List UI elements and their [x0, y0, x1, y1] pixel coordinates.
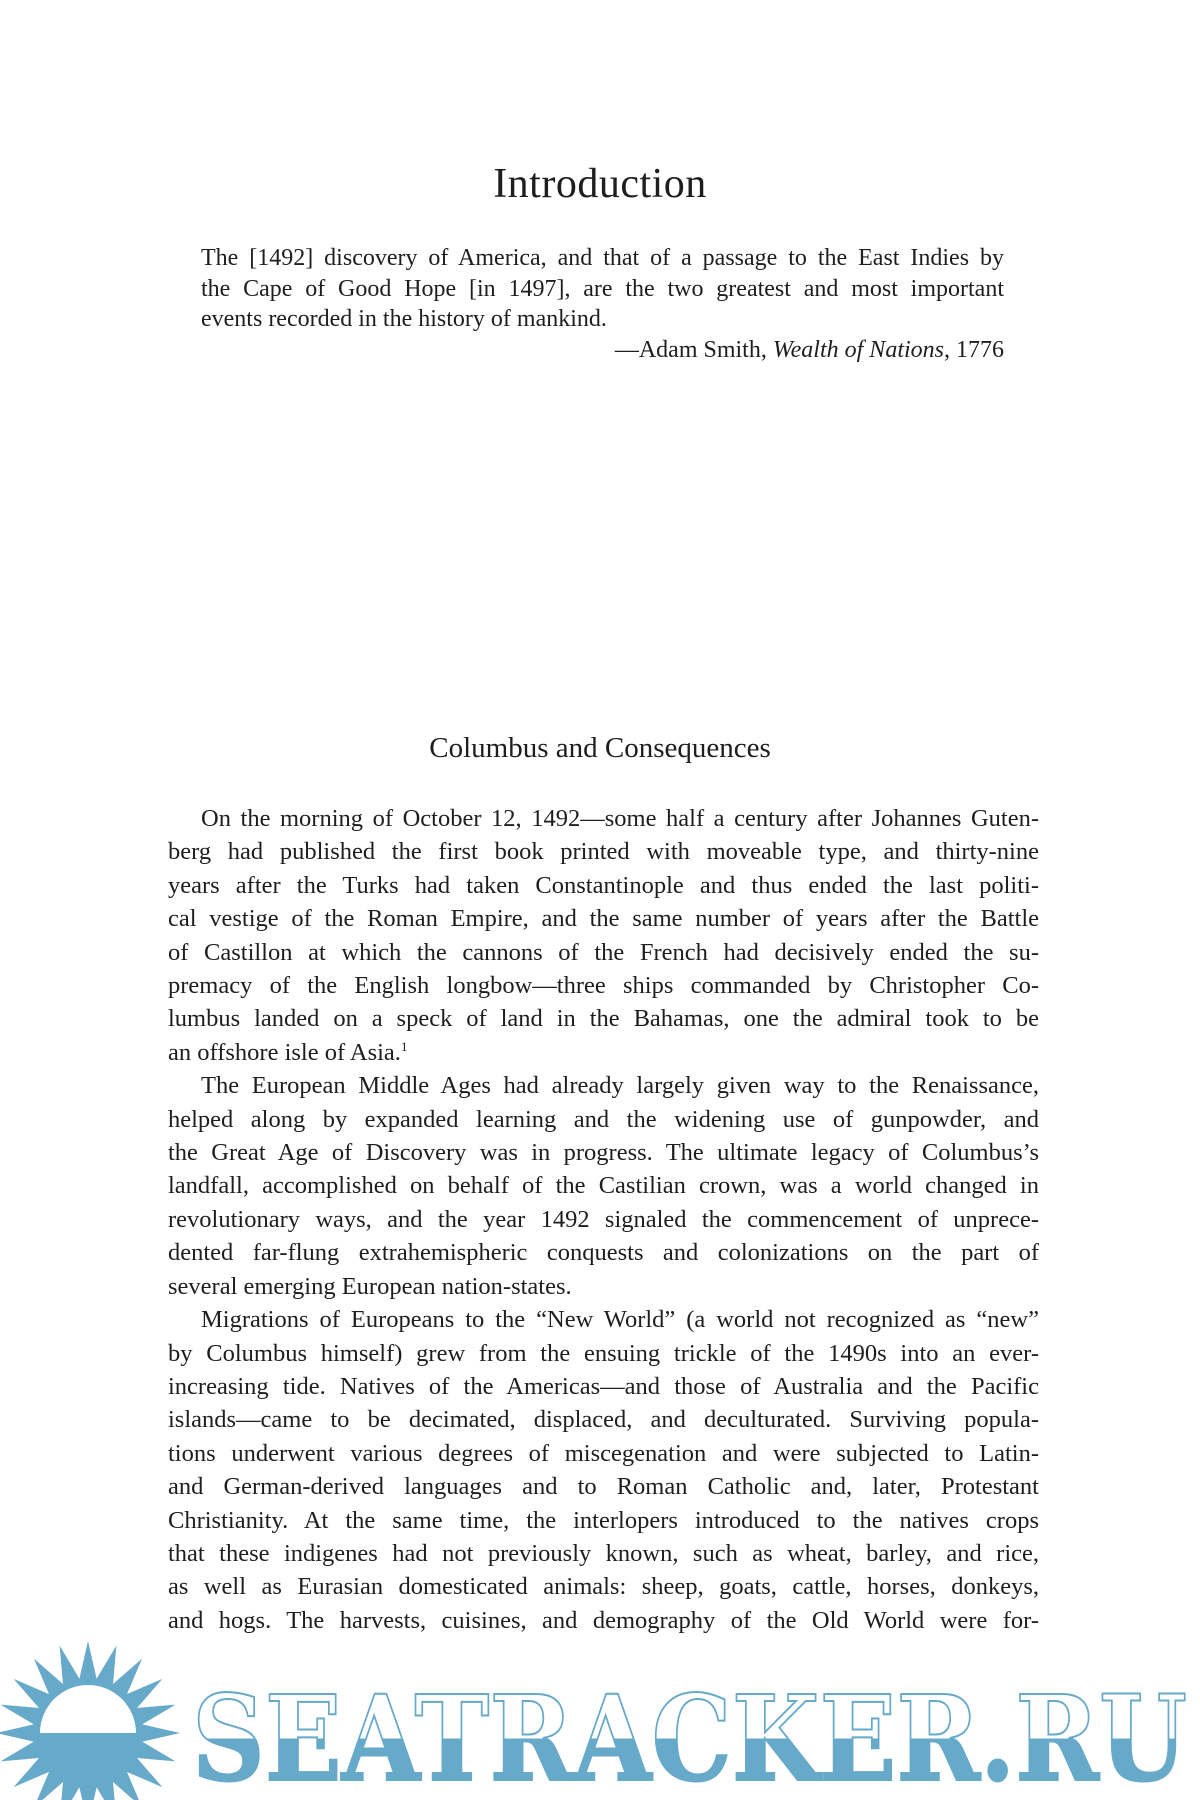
body-text	[168, 802, 1039, 1637]
watermark-text: SEATRACKER.RU	[192, 1669, 1187, 1800]
text-line: increasing tide. Natives of the Americas—and those of Australia and the Pacific	[168, 1372, 1039, 1400]
section-heading: Columbus and Consequences	[429, 732, 771, 764]
text-line: Christianity. At the same time, the interlopers introduced to the natives crops	[168, 1506, 1039, 1534]
attribution-work: Wealth of Nations	[772, 336, 944, 363]
epigraph-line: the Cape of Good Hope [in 1497], are the two greatest and most important	[201, 275, 1004, 302]
text-line	[168, 1036, 1039, 1069]
text-line: islands—came to be decimated, displaced, and deculturated. Surviving popula-	[168, 1406, 1039, 1434]
text-line: tions underwent various degrees of miscegenation and were subjected to Latin-	[168, 1439, 1039, 1467]
epigraph-attribution	[201, 335, 1004, 366]
text-line: by Columbus himself) grew from the ensuing trickle of the 1490s into an ever-	[168, 1339, 1039, 1367]
epigraph-line: The [1492] discovery of America, and that of a passage to the East Indies by	[201, 245, 1004, 271]
text-line: cal vestige of the Roman Empire, and the same number of years after the Battle	[168, 905, 1039, 933]
chapter-title: Introduction	[493, 161, 707, 207]
text-line: On the morning of October 12, 1492—some half a century after Johannes Guten-	[201, 805, 1039, 832]
attribution-year: , 1776	[944, 336, 1004, 363]
text-line: several emerging European nation-states.	[168, 1272, 572, 1300]
text-line: helped along by expanded learning and the widening use of gunpowder, and	[168, 1105, 1039, 1133]
paragraph-1	[168, 802, 1039, 1069]
footnote-marker[interactable]: 1	[400, 1038, 408, 1054]
epigraph	[201, 243, 1004, 365]
text-line: Migrations of Europeans to the “New World” (a world not recognized as “new”	[201, 1306, 1039, 1334]
text-line: premacy of the English longbow—three ships commanded by Christopher Co-	[168, 972, 1039, 1000]
text-line: as well as Eurasian domesticated animals: sheep, goats, cattle, horses, donkeys,	[168, 1573, 1039, 1601]
text-line: landfall, accomplished on behalf of the Castilian crown, was a world changed in	[168, 1172, 1039, 1200]
sun-logo-icon	[0, 1641, 180, 1800]
attribution-author: —Adam Smith,	[614, 336, 773, 363]
text-line-content: an offshore isle of Asia.	[168, 1038, 401, 1066]
text-line: dented far-flung extrahemispheric conquests and colonizations on the part of	[168, 1239, 1039, 1267]
text-line: that these indigenes had not previously known, such as wheat, barley, and rice,	[168, 1539, 1039, 1567]
text-line: The European Middle Ages had already largely given way to the Renaissance,	[201, 1072, 1039, 1100]
text-line: lumbus landed on a speck of land in the Bahamas, one the admiral took to be	[168, 1005, 1039, 1033]
text-line: and German-derived languages and to Roman Catholic and, later, Protestant	[168, 1473, 1039, 1501]
paragraph-2	[168, 1069, 1039, 1303]
text-line: years after the Turks had taken Constantinople and thus ended the last politi-	[168, 871, 1039, 899]
text-line: berg had published the first book printed with moveable type, and thirty-nine	[168, 838, 1039, 866]
watermark	[0, 1628, 1200, 1800]
epigraph-line: events recorded in the history of mankind.	[201, 306, 607, 332]
text-line: and hogs. The harvests, cuisines, and demography of the Old World were for-	[168, 1606, 1039, 1634]
text-line: the Great Age of Discovery was in progress. The ultimate legacy of Columbus’s	[168, 1139, 1039, 1167]
paragraph-3	[168, 1303, 1039, 1637]
text-line: of Castillon at which the cannons of the French had decisively ended the su-	[168, 938, 1039, 966]
text-line: revolutionary ways, and the year 1492 signaled the commencement of unprece-	[168, 1205, 1039, 1233]
